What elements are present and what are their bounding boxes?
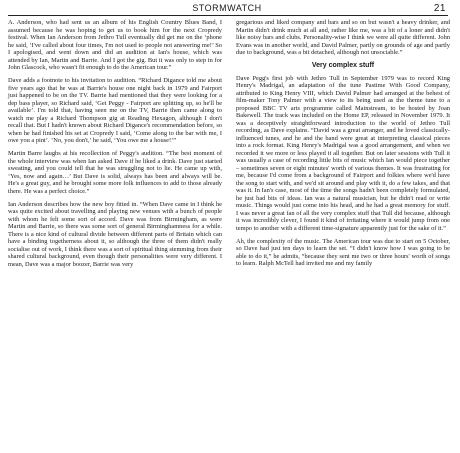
paragraph: Dave Pegg's first job with Jethro Tull in September 1979 was to record King Henry's Madrigal, an adaptation of the tune Pastime With Good Company, attributed to King Henry VIII, which David Palmer had arranged at the behest of film-maker Tony Palmer with a view to its being used as the theme tune to a proposed BBC TV arts programme called Mainstream, to be hosted by Joan Bakewell. The track was included on the Home EP, released in November 1979. It was a deceptively straightforward introduction to the world of Jethro Tull recording, as Dave explains. “David was a great arranger, and he loved classically-influenced tunes, and he and the band were great at interpreting classical pieces into a rock format. King Henry's Madrigal was a good arrangement, and when we recorded it we more or less played it all together. But on later sessions with Tull it was usually a case of recording little bits of music which Ian would piece together – sometimes seven or eight minutes' worth of various themes. It was frustrating for me, because I'd come from a background of Fairport and folkies where we'd have the song to start with, and we'd sit around and play with it, do a few takes, and that was it. In Ian's case, most of the time the songs hadn't been completely formulated, he just had bits of ideas. Ian was a natural musician, but he didn't read or write music. Things would just come into his head, and he had a great memory for stuff. I was never a great fan of all the very complex stuff that Tull did because, although it was incredibly clever, I found it kind of irritating where it would jump from one tempo to another with a different time-signature apparently just for the sake of it.” [236,74,450,232]
right-column [236,19,450,273]
paragraph: A. Anderson, who had sent us an album of his English Country Blues Band, I assumed because he was hoping to get us to book him for the next Cropredy festival. When Ian Anderson from Jethro Tull eventually did get me on the ‘phone he said, ‘I've called about four times, I'm not used to people not answering me!’ So I apologised, and went down and did an audition at Ian's house, which was attended by Ian, Martin and Barrie. And I got the gig. But it was only to step in for John Glascock, who wasn't fit enough to do the American tour.” [8,19,222,71]
paragraph: Martin Barre laughs at his recollection of Peggy's audition. “The best moment of the whole interview was when Ian asked Dave if he liked a drink. Dave just started sweating, and you could tell that he was struggling not to lie. He came up with, ‘Yes, now and again…’ But Dave is solid, always has been and always will be. He's a great guy, and he brought some more folk influences to add to those already there. He was a perfect choice.” [8,150,222,195]
section-heading: Very complex stuff [311,62,375,69]
page-number: 21 [433,3,446,14]
paragraph: Dave adds a footnote to his invitation to audition. “Richard Digance told me about five years ago that he was at Barrie's house one night back in 1979 and Fairport just happened to be on the TV. Barrie had mentioned that they were looking for a dep bass player, so Richard said, ‘Get Peggy - Fairport are splitting up, so he'll be available’. I'm told that, having seen me on the TV, Barrie then came along to watch me play a Richard Thompson gig at Reading Hexagon, although I don't recall that. But I hadn't known about Richard Digance's recommendation before, so when he had finished his set at Cropredy I said, ‘Come along to the bar with me, I owe you a pint’. ‘No, you don't,’ he said, ‘You owe me a house!’” [8,77,222,144]
paragraph: Ian Anderson describes how the new boy fitted in. “When Dave came in I think he was quite excited about travelling and playing new venues with a bunch of people with whom he felt some sort of accord. Dave was from Birmingham, as were Martin and Barrie, so there was some sort of general Birminghamness for a while. There is a nice kind of cultural divide between different parts of Britain which can have a binding togetherness about it, so although the three of them didn't really socialise out of work, I think there was a sort of spiritual thing stemming from their shared cultural background, even though their personalities were very different. I mean, Dave was a major boozer, Barrie was very [8,200,222,268]
paragraph: Ah, the complexity of the music. The American tour was due to start on 5 October, so Dave had just ten days to learn the set. “I didn't know how I was going to be able to do it,” he admits, “because they sent me two or three hours' worth of songs to learn. Ralph McTell had invited me and my family [236,237,450,267]
running-title: STORMWATCH [192,3,262,13]
page-header [8,3,446,15]
header-rule [8,15,448,16]
paragraph: gregarious and liked company and bars and so on but wasn't a heavy drinker, and Martin didn't drink much at all and, rather like me, was a bit of a loner and didn't like noisy bars and clubs. Personality-wise I think we were all quite different. John Evans was in another world, and David Palmer, partly on grounds of age and partly due to background, was a bit detached, although not unsociable.” [236,19,450,56]
left-column [8,19,222,274]
